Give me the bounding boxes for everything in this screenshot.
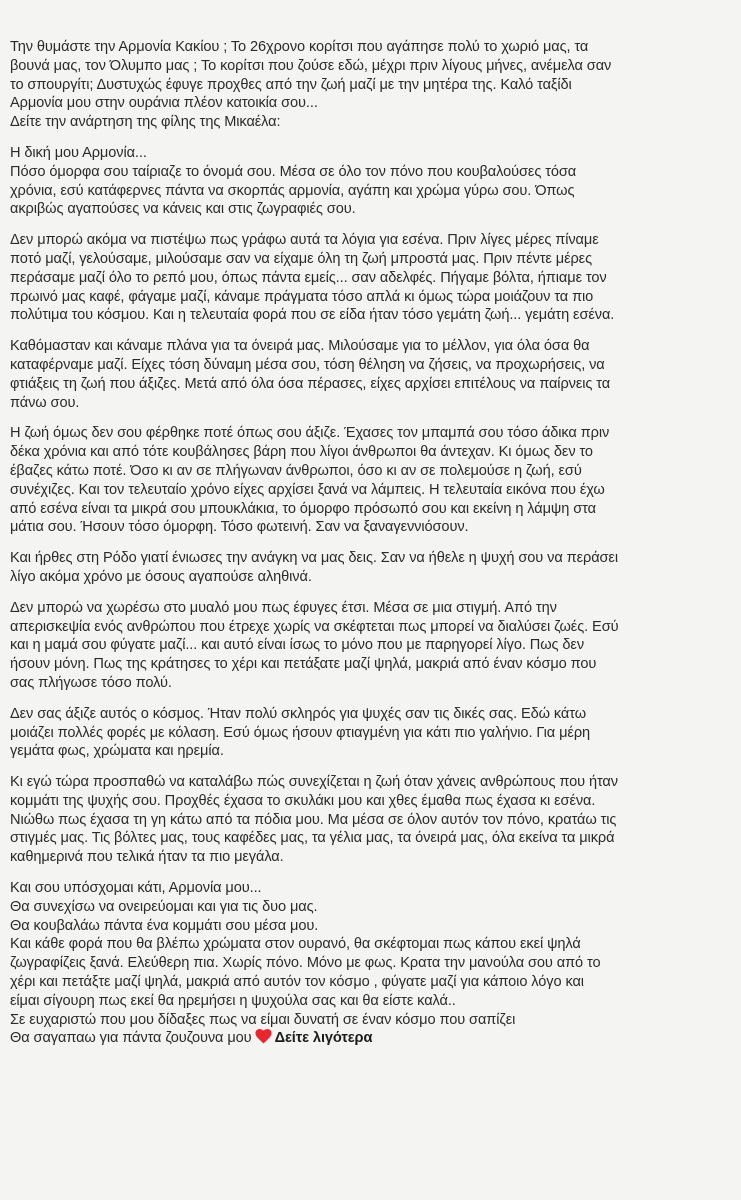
text-line: πρωινό μας καφέ, φάγαμε μαζί, κάναμε πράγματα τόσο απλά κι όμως τώρα μοιάζουν τα πιο (10, 288, 594, 305)
paragraph-8 (10, 705, 735, 761)
text-line: μάτια σου. Ήσουν τόσο όμορφη. Τόσο φωτεινή. Σαν να ξαναγεννιόσουν. (10, 519, 469, 536)
text-line: πάνω σου. (10, 394, 80, 411)
text-line: Κι εγώ τώρα προσπαθώ να καταλάβω πώς συνεχίζεται η ζωή όταν χάνεις ανθρώπους που ήταν (10, 774, 618, 791)
paragraph-2 (10, 144, 735, 219)
paragraph-9 (10, 773, 735, 867)
last-line (10, 1029, 735, 1048)
text-line: Θα κουβαλάω πάντα ένα κομμάτι σου μέσα μου. (10, 917, 319, 934)
text-line: γεμάτα φως, χρώματα και ηρεμία. (10, 743, 224, 760)
see-less-link[interactable]: Δείτε λιγότερα (274, 1030, 373, 1047)
text-line: Και ήρθες στη Ρόδο γιατί ένιωσες την ανάγκη να μας δεις. Σαν να ήθελε η ψυχή σου να περάσει (10, 550, 618, 567)
text-line: και η μαμά σου φύγατε μαζί... και αυτό είναι ίσως το μόνο που με παρηγορεί λίγο. Πως δεν (10, 637, 585, 654)
text-line: πολύτιμα του κόσμου. Και η τελευταία φορά που σε είδα ήταν τόσο γεμάτη ζωή... γεμάτη εσένα. (10, 307, 615, 324)
text-line: χέρι και πετάξτε μαζί ψηλά, μακριά από αυτόν τον κόσμο , φύγατε μαζί για κάποιο λόγο και (10, 974, 584, 991)
text-line: απερισκεψία ενός ανθρώπου που έτρεχε χωρίς να σκέφτεται πως μπορεί να διαλύσει ζωές. Εσύ (10, 618, 619, 635)
text-line: λίγο ακόμα χρόνο με όσους αγαπούσε αληθινά. (10, 568, 312, 585)
text-line: βουνά μας, τον Όλυμπο μας ; Το κορίτσι που ζούσε εδώ, μέχρι πριν λίγους μήνες, ανέμελα σαν (10, 57, 612, 74)
text-line: Η ζωή όμως δεν σου φέρθηκε ποτέ όπως σου άξιζε. Έχασες τον μπαμπά σου τόσο άδικα πριν (10, 425, 610, 442)
text-line: Σε ευχαριστώ που μου δίδαξες πως να είμαι δυνατή σε έναν κόσμο που σαπίζει (10, 1011, 516, 1028)
text-line: Την θυμάστε την Αρμονία Κακίου ; Το 26χρονο κορίτσι που αγάπησε πολύ το χωριό μας, τα (10, 39, 589, 55)
text-line: ζωγραφίζεις ξανά. Ελεύθερη πια. Χωρίς πόνο. Μόνο με φως. Κρατα την μανούλα σου από το (10, 955, 601, 972)
text-line: φτιάξεις τη ζωή που άξιζες. Μετά από όλα όσα πέρασες, είχες αρχίσει επιτέλους να παίρνεις τα (10, 375, 611, 392)
text-line: είμαι σίγουρη πως εκεί θα ηρεμήσει η ψυχούλα σας και θα είστε καλά.. (10, 992, 456, 1009)
text-line: κομμάτι της ψυχής σου. Προχθές έχασα το σκυλάκι μου και χθες έμαθα πως έχασα κι εσένα. (10, 792, 596, 809)
last-line-text: Θα σαγαπαω για πάντα ζουζουνα μου (10, 1030, 252, 1047)
paragraph-7 (10, 599, 735, 693)
text-line: ακριβώς αγαπούσες να κάνεις και στις ζωγραφιές σου. (10, 201, 356, 218)
text-line: Και σου υπόσχομαι κάτι, Αρμονία μου... (10, 880, 262, 897)
text-line: περάσαμε μαζί όλο το ρεπό μου, όπως πάντα εμείς... σαν αδελφές. Πήγαμε βόλτα, ήπιαμε τον (10, 269, 607, 286)
text-line: μοιάζει πολλές φορές με κόλαση. Εσύ όμως ήσουν φτιαγμένη για κάτι πιο γαλήνιο. Για μέρη (10, 724, 591, 741)
text-line: Και κάθε φορά που θα βλέπω χρώματα στον ουρανό, θα σκέφτομαι πως κάπου εκεί ψηλά (10, 936, 581, 953)
text-line: ήσουν μόνη. Πως της κράτησες το χέρι και πετάξατε μαζί ψηλά, μακριά από έναν κόσμο που (10, 656, 597, 673)
paragraph-1 (10, 38, 735, 132)
text-line: έβαζες κάτω ποτέ. Όσο κι αν σε πλήγωναν άνθρωποι, όσο κι αν σε πολεμούσε η ζωή, εσύ (10, 462, 582, 479)
text-line: Θα συνεχίσω να ονειρεύομαι και για τις δυο μας. (10, 898, 318, 915)
text-line: στιγμές μας. Τις βόλτες μας, τους καφέδες μας, τα γέλια μας, τα όνειρά μας, όλα εκείνα τα μικρά (10, 830, 615, 847)
text-line: το σπουργίτι; Δυστυχώς έφυγε προχθες από την ζωή μαζί με την μητέρα της. Καλό ταξίδι (10, 76, 572, 93)
text-line: καθημερινά που τελικά ήταν τα πιο μεγάλα. (10, 849, 284, 866)
paragraph-6 (10, 549, 735, 587)
text-line: Δεν μπορώ να χωρέσω στο μυαλό μου πως έφυγες έτσι. Μέσα σε μια στιγμή. Από την (10, 599, 557, 616)
text-line: Δεν σας άξιζε αυτός ο κόσμος. Ήταν πολύ σκληρός για ψυχές σαν τις δικές σας. Εδώ κάτω (10, 705, 587, 722)
paragraph-10 (10, 879, 735, 1048)
text-line: καταφέρναμε μαζί. Είχες τόση δύναμη μέσα σου, τόση θέληση να ζήσεις, να προχωρήσεις, να (10, 356, 605, 373)
text-line: Καθόμασταν και κάναμε πλάνα για τα όνειρά μας. Μιλούσαμε για το μέλλον, για όλα όσα θα (10, 338, 590, 355)
paragraph-4 (10, 337, 735, 412)
red-heart-icon (255, 1029, 272, 1044)
text-line: συνέχιζες. Και τον τελευταίο χρόνο είχες αρχίσει ξανά να λάμπεις. Η τελευταία εικόνα που έχω (10, 481, 605, 498)
text-line: από εσένα είναι τα μικρά σου μπουκλάκια, το όμορφο πρόσωπό σου και εκείνη η λάμψη στα (10, 500, 596, 517)
text-line: ποτό μαζί, γελούσαμε, μιλούσαμε σαν να είχαμε όλη τη ζωή μπροστά μας. Πριν πέντε μέρες (10, 250, 593, 267)
text-line: Η δική μου Αρμονία... (10, 144, 147, 161)
text-line: Δείτε την ανάρτηση της φίλης της Μικαέλα: (10, 114, 281, 131)
text-line: σας πλήγωσε τόσο πολύ. (10, 674, 172, 691)
text-line: χρόνια, εσύ κατάφερνες πάντα να σκορπάς αρμονία, αγάπη και χρώμα γύρω σου. Όπως (10, 182, 575, 199)
text-line: Νιώθω πως έχασα τη γη κάτω από τα πόδια μου. Μα μέσα σε όλον αυτόν τον πόνο, κρατάω τις (10, 811, 617, 828)
text-line: Αρμονία μου στην ουράνια πλέον κατοικία σου... (10, 95, 318, 112)
text-line: Πόσο όμορφα σου ταίριαζε το όνομά σου. Μέσα σε όλο τον πόνο που κουβαλούσες τόσα (10, 163, 577, 180)
text-line: Δεν μπορώ ακόμα να πιστέψω πως γράφω αυτά τα λόγια για εσένα. Πριν λίγες μέρες πίναμε (10, 232, 599, 249)
paragraph-3 (10, 231, 735, 325)
post-text (10, 38, 735, 1060)
paragraph-5 (10, 424, 735, 537)
text-line: δέκα χρόνια και από τότε κουβάλησες βάρη που λίγοι άνθρωποι θα άντεχαν. Κι όμως δεν το (10, 444, 593, 461)
